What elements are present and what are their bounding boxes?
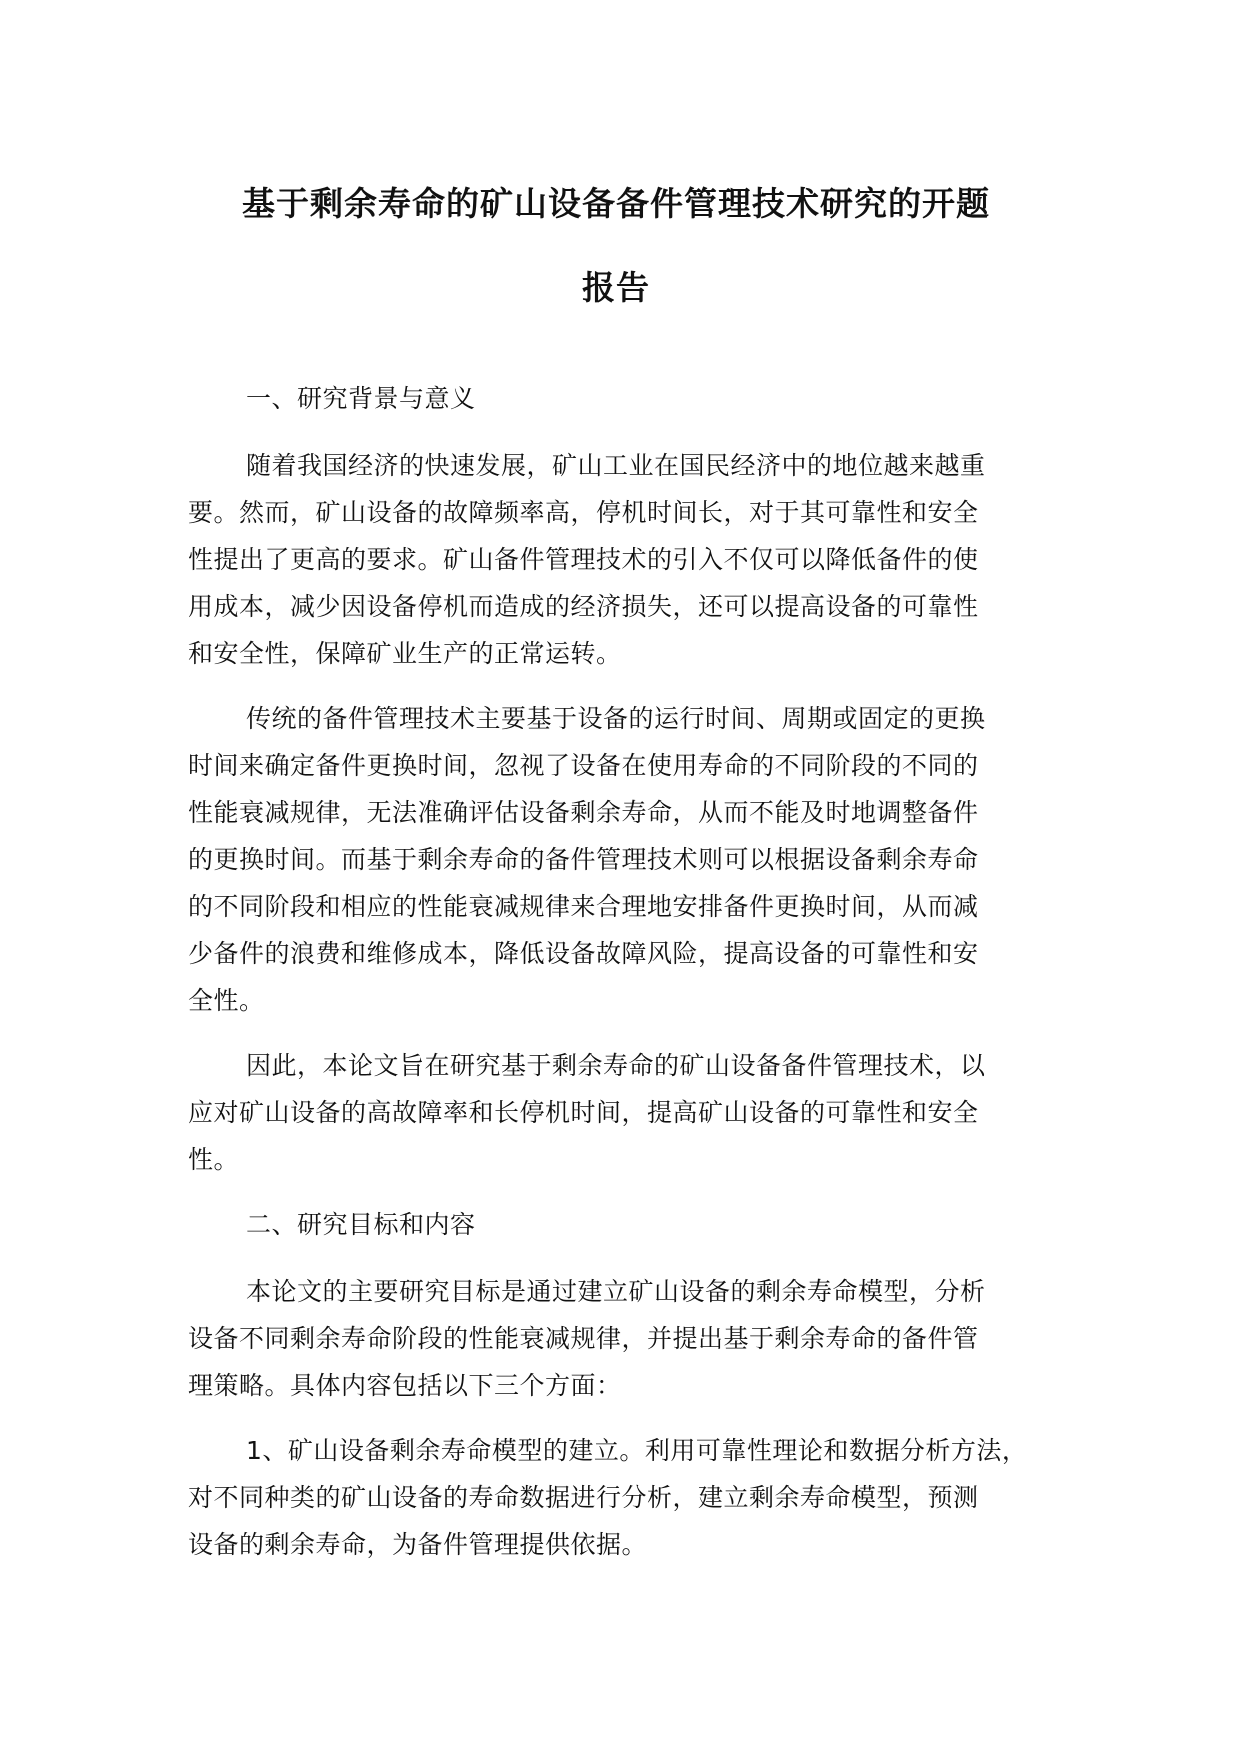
paragraph bbox=[188, 442, 1068, 677]
paragraph bbox=[188, 1427, 1068, 1568]
paragraph-line: 全性。 bbox=[188, 986, 265, 1015]
paragraph-line: 传统的备件管理技术主要基于设备的运行时间、周期或固定的更换 bbox=[246, 704, 986, 733]
paragraph-line: 和安全性，保障矿业生产的正常运转。 bbox=[188, 639, 622, 668]
paragraph-line: 因此，本论文旨在研究基于剩余寿命的矿山设备备件管理技术，以 bbox=[246, 1051, 986, 1080]
paragraph-line: 本论文的主要研究目标是通过建立矿山设备的剩余寿命模型，分析 bbox=[246, 1277, 986, 1306]
section-heading-background: 一、研究背景与意义 bbox=[246, 384, 476, 413]
paragraph-line: 性提出了更高的要求。矿山备件管理技术的引入不仅可以降低备件的使 bbox=[188, 545, 979, 574]
paragraph-line: 性。 bbox=[188, 1145, 240, 1174]
paragraph-line: 性能衰减规律，无法准确评估设备剩余寿命，从而不能及时地调整备件 bbox=[188, 798, 979, 827]
paragraph-line: 随着我国经济的快速发展，矿山工业在国民经济中的地位越来越重 bbox=[246, 451, 986, 480]
paragraph-line: 时间来确定备件更换时间，忽视了设备在使用寿命的不同阶段的不同的 bbox=[188, 751, 979, 780]
paragraph-line: 的更换时间。而基于剩余寿命的备件管理技术则可以根据设备剩余寿命 bbox=[188, 845, 979, 874]
paragraph-line: 理策略。具体内容包括以下三个方面： bbox=[188, 1371, 622, 1400]
paragraph-line: 应对矿山设备的高故障率和长停机时间，提高矿山设备的可靠性和安全 bbox=[188, 1098, 979, 1127]
paragraph-line: 少备件的浪费和维修成本，降低设备故障风险，提高设备的可靠性和安 bbox=[188, 939, 979, 968]
document-body bbox=[188, 375, 1068, 1586]
paragraph-line: 用成本，减少因设备停机而造成的经济损失，还可以提高设备的可靠性 bbox=[188, 592, 979, 621]
document-title-line-1: 基于剩余寿命的矿山设备备件管理技术研究的开题 bbox=[242, 184, 990, 223]
paragraph-line: 对不同种类的矿山设备的寿命数据进行分析，建立剩余寿命模型，预测 bbox=[188, 1483, 979, 1512]
section-heading-objectives: 二、研究目标和内容 bbox=[246, 1210, 476, 1239]
paragraph-line: 设备的剩余寿命，为备件管理提供依据。 bbox=[188, 1530, 648, 1559]
paragraph bbox=[188, 1268, 1068, 1409]
paragraph-line: 1、矿山设备剩余寿命模型的建立。利用可靠性理论和数据分析方法， bbox=[246, 1436, 1028, 1465]
paragraph bbox=[188, 695, 1068, 1024]
document-title-line-2: 报告 bbox=[582, 268, 650, 307]
paragraph-line: 设备不同剩余寿命阶段的性能衰减规律，并提出基于剩余寿命的备件管 bbox=[188, 1324, 979, 1353]
paragraph bbox=[188, 1042, 1068, 1183]
paragraph-line: 的不同阶段和相应的性能衰减规律来合理地安排备件更换时间，从而减 bbox=[188, 892, 979, 921]
paragraph-line: 要。然而，矿山设备的故障频率高，停机时间长，对于其可靠性和安全 bbox=[188, 498, 979, 527]
